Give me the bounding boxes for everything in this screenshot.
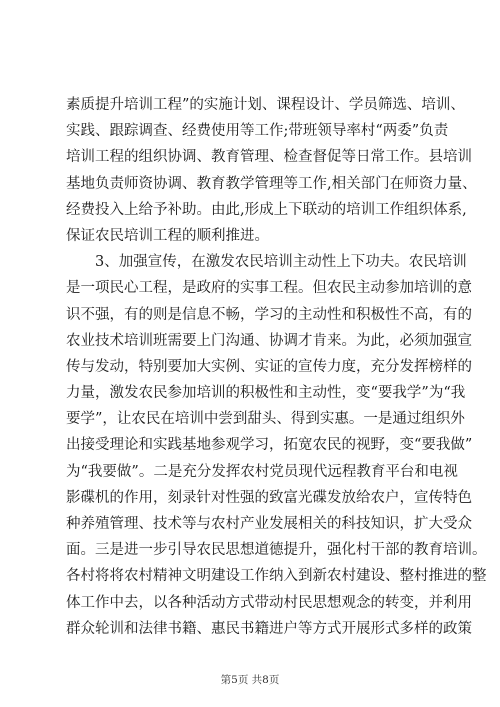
text-line: 传与发动，特别要加大实例、实证的宣传力度，充分发挥榜样的: [66, 358, 472, 375]
text-line: 要学”，让农民在培训中尝到甜头、得到实惠。一是通过组织外: [66, 411, 465, 428]
text-line: 培训工程的组织协调、教育管理、检查督促等日常工作。县培训: [66, 149, 472, 166]
text-line: 体工作中去，以各种活动方式带动村民思想观念的转变，并利用: [66, 594, 472, 611]
text-line: 识不强，有的则是信息不畅，学习的主动性和积极性不高，有的: [66, 306, 472, 323]
text-line: 面。三是进一步引导农民思想道德提升，强化村干部的教育培训。: [66, 542, 487, 559]
text-line: 基地负责师资协调、教育教学管理等工作,相关部门在师资力量、: [66, 175, 477, 192]
text-line: 种养殖管理、技术等与农村产业发展相关的科技知识，扩大受众: [66, 516, 472, 532]
text-line: 群众轮训和法律书籍、惠民书籍进户等方式开展形式多样的政策: [66, 620, 472, 637]
text-line: 农业技术培训班需要上门沟通、协调才肯来。为此，必须加强宣: [66, 332, 472, 349]
text-line: 影碟机的作用，刻录针对性强的致富光碟发放给农户，宣传特色: [66, 489, 472, 506]
text-line: 为“我要做”。二是充分发挥农村党员现代远程教育平台和电视: [66, 463, 458, 480]
text-line: 保证农民培训工程的顺利推进。: [66, 227, 269, 244]
text-line: 实践、跟踪调查、经费使用等工作;带班领导率村“两委”负责: [66, 123, 449, 140]
text-line: 出接受理论和实践基地参观学习，拓宽农民的视野，变“要我做”: [66, 437, 473, 454]
document-body: [66, 92, 487, 642]
page-number-footer: 第5页 共8页: [220, 674, 280, 686]
text-line: 3、加强宣传，在激发农民培训主动性上下功夫。农民培训: [66, 254, 467, 271]
text-line: 各村将将农村精神文明建设工作纳入到新农村建设、整村推进的整: [66, 568, 487, 585]
text-line: 经费投入上给予补助。由此,形成上下联动的培训工作组织体系,: [66, 201, 467, 218]
text-line: 力量，激发农民参加培训的积极性和主动性，变“要我学”为“我: [66, 385, 466, 402]
text-line: 素质提升培训工程”的实施计划、课程设计、学员筛选、培训、: [66, 97, 465, 113]
text-line: 是一项民心工程，是政府的实事工程。但农民主动参加培训的意: [66, 280, 472, 297]
